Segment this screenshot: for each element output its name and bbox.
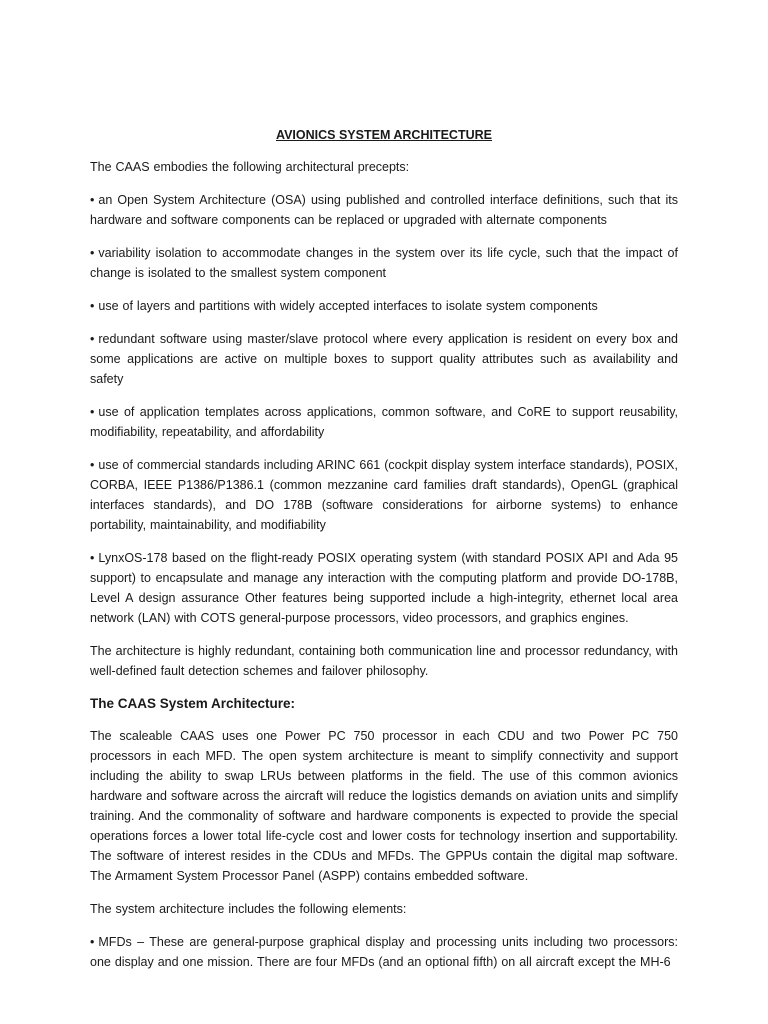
precept-text: use of application templates across applications, common software, and CoRE to support reusability, modifiability, repeatability, and affordability [90, 405, 678, 439]
bullet-icon: • [90, 405, 95, 419]
document-page [90, 126, 678, 985]
precept-bullet-1 [90, 190, 678, 230]
bullet-icon: • [90, 193, 95, 207]
page-title: AVIONICS SYSTEM ARCHITECTURE [276, 128, 492, 142]
elements-intro-paragraph: The system architecture includes the following elements: [90, 902, 407, 916]
bullet-icon: • [90, 551, 95, 565]
precept-text: variability isolation to accommodate changes in the system over its life cycle, such that the impact of change is isolated to the smallest system component [90, 246, 678, 280]
precept-text: use of layers and partitions with widely accepted interfaces to isolate system components [98, 299, 598, 313]
bullet-icon: • [90, 332, 95, 346]
precept-bullet-4 [90, 329, 678, 389]
bullet-icon: • [90, 299, 95, 313]
precept-bullet-3 [90, 296, 678, 316]
precept-text: use of commercial standards including ARINC 661 (cockpit display system interface standards), POSIX, CORBA, IEEE P1386/P1386.1 (common mezzanine card families draft standards), OpenGL (graphical interfaces standards), and DO 178B (software considerations for airborne systems) to enhance portability, maintainability, and modifiability [90, 458, 678, 532]
precept-text: redundant software using master/slave protocol where every application is resident on every box and some applications are active on multiple boxes to support quality attributes such as availability and safety [90, 332, 678, 386]
bullet-icon: • [90, 458, 95, 472]
bullet-icon: • [90, 246, 95, 260]
precept-bullet-2 [90, 243, 678, 283]
bullet-icon: • [90, 935, 95, 949]
section-heading: The CAAS System Architecture: [90, 696, 296, 711]
precept-text: an Open System Architecture (OSA) using published and controlled interface definitions, such that its hardware and software components can be replaced or upgraded with alternate components [90, 193, 678, 227]
precept-text: LynxOS-178 based on the flight-ready POSIX operating system (with standard POSIX API and Ada 95 support) to encapsulate and manage any interaction with the computing platform and provide DO-178B, Level A design assurance Other features being supported include a high-integrity, ethernet local area network (LAN) with COTS general-purpose processors, video processors, and graphics engines. [90, 551, 678, 625]
element-text: MFDs – These are general-purpose graphical display and processing units including two processors: one display and one mission. There are four MFDs (and an optional fifth) on all aircraft except the MH-6 [90, 935, 678, 969]
precept-bullet-5 [90, 402, 678, 442]
intro-paragraph: The CAAS embodies the following architectural precepts: [90, 160, 410, 174]
element-bullet-1 [90, 932, 678, 972]
redundancy-paragraph: The architecture is highly redundant, containing both communication line and processor redundancy, with well-defined fault detection schemes and failover philosophy. [90, 644, 678, 678]
precept-bullet-6 [90, 455, 678, 535]
section-paragraph: The scaleable CAAS uses one Power PC 750 processor in each CDU and two Power PC 750 processors in each MFD. The open system architecture is meant to simplify connectivity and support including the ability to swap LRUs between platforms in the field. The use of this common avionics hardware and software across the aircraft will reduce the logistics demands on aviation units and simplify training. And the commonality of software and hardware components is expected to provide the special operations forces a lower total life-cycle cost and lower costs for technology insertion and supportability. The software of interest resides in the CDUs and MFDs. The GPPUs contain the digital map software. The Armament System Processor Panel (ASPP) contains embedded software. [90, 729, 678, 883]
precept-bullet-7 [90, 548, 678, 628]
